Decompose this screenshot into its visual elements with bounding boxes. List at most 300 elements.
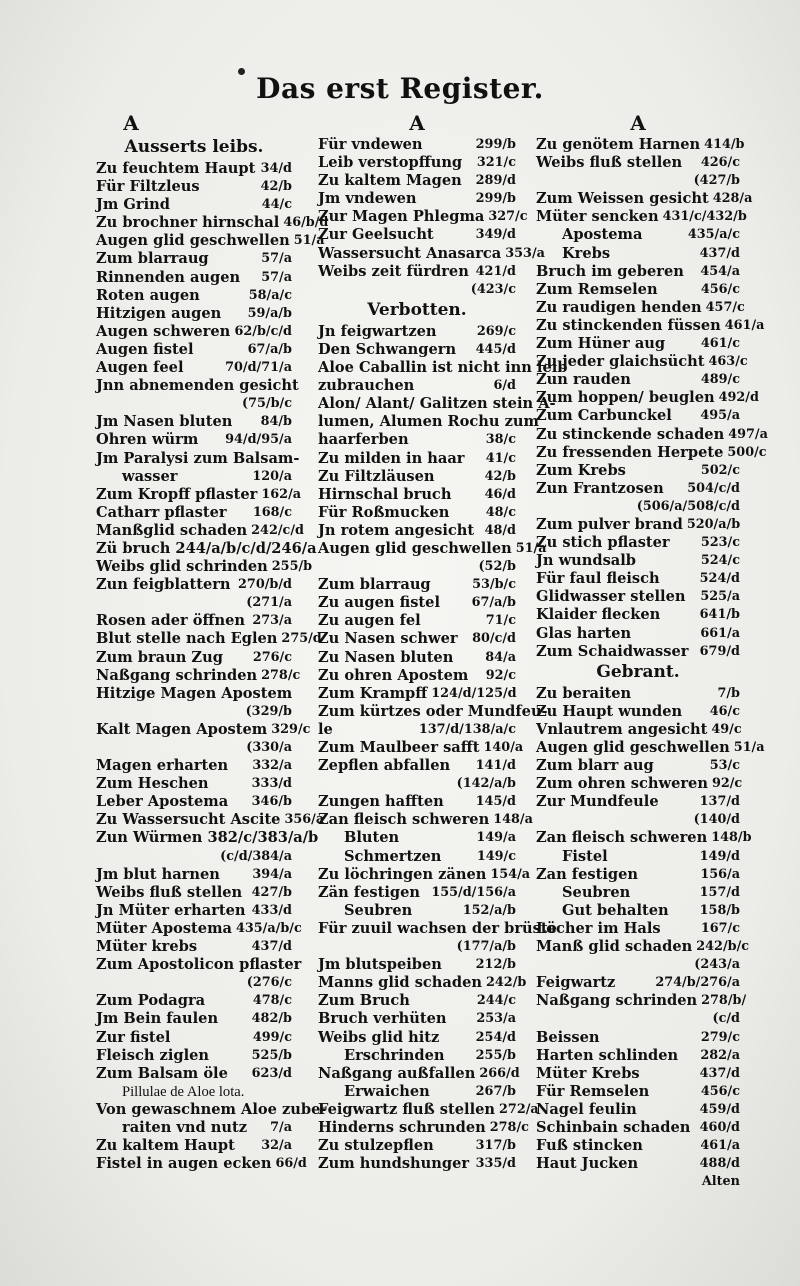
entry-text: Krebs <box>562 244 611 262</box>
entry-text: Jn rotem angesicht <box>318 521 475 539</box>
entry-text: Zu stulzepflen <box>318 1137 434 1155</box>
section-letter: A <box>409 111 425 135</box>
entry-page-ref: 332/a <box>252 758 292 774</box>
register-entry <box>318 359 568 377</box>
entry-page-ref: 497/a <box>728 426 768 442</box>
register-entry <box>536 516 740 534</box>
entry-page-ref: 437/d <box>699 1065 740 1081</box>
register-entry <box>318 395 556 413</box>
entry-page-ref <box>288 1083 292 1101</box>
register-column-1 <box>96 110 329 1173</box>
entry-text: Zum Heschen <box>96 775 209 793</box>
register-entry <box>318 902 516 920</box>
entry-page-ref: 149/d <box>699 848 740 864</box>
entry-page-ref: 62/b/c/d <box>234 323 292 339</box>
register-entry <box>318 226 516 244</box>
entry-page-ref: 46/b/d <box>283 215 329 231</box>
entry-page-ref: 317/b <box>475 1138 516 1154</box>
entry-page-ref: 44/c <box>261 197 292 213</box>
register-entry <box>536 298 745 317</box>
entry-page-ref: 421/d <box>475 263 516 279</box>
entry-text: Zu Haupt wunden <box>536 702 683 720</box>
entry-text: Für faul fleisch <box>536 570 660 588</box>
register-entry <box>318 612 516 630</box>
entry-page-ref <box>301 956 305 974</box>
register-entry <box>536 884 740 902</box>
entry-text: Jm Nasen bluten <box>96 413 233 431</box>
entry-page-ref: 67/a/b <box>471 595 516 611</box>
entry-text: Zan fleisch schweren <box>536 829 708 847</box>
register-entry <box>536 606 740 624</box>
entry-page-ref: 525/a <box>700 589 740 605</box>
register-entry <box>96 1047 292 1065</box>
register-entry <box>96 521 304 540</box>
entry-text: Zum hoppen/ beuglen <box>536 389 715 407</box>
register-entry <box>96 196 292 214</box>
entry-page-ref: 463/c <box>708 354 748 370</box>
entry-page-ref: 140/a <box>483 740 524 755</box>
entry-page-ref: 137/d <box>699 794 740 810</box>
entry-continuation: (506/a/508/c/d <box>636 498 740 514</box>
entry-text: Zum Bruch <box>318 992 410 1010</box>
register-entry <box>536 938 750 956</box>
entry-text: Manns glid schaden <box>318 974 482 992</box>
register-entry <box>536 425 768 444</box>
entry-text: Jm blut harnen <box>96 865 220 883</box>
entry-text: Zum blarr aug <box>536 757 654 775</box>
entry-text: Zum pulver brand <box>536 515 683 533</box>
register-entry <box>536 739 765 757</box>
entry-page-ref: 679/d <box>699 643 740 659</box>
entry-text: Von gewaschnem Aloe zube- <box>96 1100 327 1118</box>
entry-page-ref: 145/d <box>475 794 516 810</box>
register-entry <box>96 341 292 359</box>
register-entry <box>96 1029 292 1047</box>
register-entry <box>536 1065 740 1083</box>
entry-page-ref: 278/c <box>261 667 301 683</box>
entry-continuation: (52/b <box>478 559 516 575</box>
entry-page-ref: 155/d/156/a <box>431 884 516 900</box>
entry-page-ref: 274/b/276/a <box>655 975 740 991</box>
entry-page-ref: 437/d <box>699 245 740 261</box>
entry-page-ref: 53/b/c <box>472 577 516 593</box>
entry-text: Hinderns schrunden <box>318 1118 486 1136</box>
entry-page-ref: 272/a <box>499 1101 539 1117</box>
entry-text: Manß glid schaden <box>536 938 693 956</box>
entry-page-ref: 525/b <box>251 1047 292 1063</box>
entry-page-ref: 492/d <box>718 390 759 406</box>
entry-page-ref: 520/a/b <box>686 516 741 532</box>
register-entry <box>536 902 740 920</box>
entry-page-ref: 57/a <box>261 251 292 267</box>
entry-page-ref: 157/d <box>699 884 740 900</box>
register-entry <box>318 576 516 594</box>
register-entry <box>318 136 516 154</box>
entry-text: Zum Kropff pflaster <box>96 485 258 503</box>
entry-text: Naßgang außfallen <box>318 1064 476 1082</box>
entry-page-ref: 299/b <box>475 137 516 152</box>
register-entry <box>96 413 292 431</box>
register-entry <box>96 956 302 974</box>
entry-page-ref: 137/d/138/a/c <box>418 721 516 737</box>
entry-text: Erwaichen <box>344 1082 430 1100</box>
register-entry <box>96 902 292 920</box>
entry-page-ref: 346/b <box>251 794 292 810</box>
entry-text: Zu beraiten <box>536 684 632 702</box>
entry-page-ref: 49/c <box>711 721 742 737</box>
entry-text: Zan fleisch schweren <box>318 811 490 829</box>
entry-text: Zu raudigen henden <box>536 298 702 316</box>
register-entry <box>536 462 740 480</box>
entry-page-ref: 59/a/b <box>247 305 292 321</box>
entry-text: Klaider flecken <box>536 606 661 624</box>
register-entry <box>96 775 292 793</box>
entry-text: Zu stich pflaster <box>536 534 670 552</box>
entry-page-ref: 289/d <box>475 173 516 189</box>
entry-text: Zun feigblattern <box>96 576 231 594</box>
entry-page-ref: 92/c <box>485 667 516 683</box>
entry-continuation: (423/c <box>470 281 516 297</box>
entry-page-ref: 460/d <box>699 1119 740 1135</box>
register-entry <box>536 1029 740 1047</box>
register-entry <box>96 1083 292 1101</box>
entry-page-ref: 454/a <box>700 263 740 279</box>
register-entry <box>96 323 292 341</box>
register-entry <box>318 956 516 974</box>
register-entry <box>96 178 292 196</box>
entry-continuation: (329/b <box>245 703 292 719</box>
register-entry <box>536 371 740 389</box>
register-entry <box>536 1047 740 1065</box>
entry-text: Catharr pflaster <box>96 503 227 521</box>
entry-text: Jm Grind <box>96 196 170 214</box>
entry-page-ref: 244/c <box>476 993 516 1009</box>
entry-text: Jnn abnemenden gesicht <box>96 377 299 395</box>
entry-page-ref: 120/a <box>252 468 292 484</box>
register-entry <box>318 172 516 190</box>
register-entry <box>318 919 557 938</box>
entry-text: Zum Podagra <box>96 992 206 1010</box>
register-entry <box>96 1155 307 1173</box>
entry-text: Zum Apostolicon pflaster <box>96 956 302 974</box>
entry-text: Jm vndewen <box>318 190 417 208</box>
entry-text: Haut Jucken <box>536 1155 639 1173</box>
entry-text: Schmertzen <box>344 847 442 865</box>
entry-page-ref: 279/c <box>700 1029 740 1045</box>
register-entry <box>96 1100 327 1119</box>
entry-page-ref: 524/c <box>700 553 740 569</box>
entry-text: Jm Paralysi zum Balsam- <box>96 449 300 467</box>
entry-page-ref: 275/d <box>281 631 322 647</box>
register-entry <box>318 539 547 558</box>
entry-page-ref: 276/c <box>252 649 292 665</box>
entry-text: Leber Apostema <box>96 793 229 811</box>
entry-page-ref: 459/d <box>699 1101 740 1117</box>
entry-text: Zum ohren schweren <box>536 775 708 793</box>
register-entry <box>96 160 292 178</box>
register-entry <box>536 570 740 588</box>
entry-text: Augen fistel <box>96 340 194 358</box>
entry-text: Zum Weissen gesicht <box>536 190 709 208</box>
entry-text: Augen schweren <box>96 322 231 340</box>
entry-text: Zur Magen Phlegma <box>318 208 485 226</box>
entry-page-ref: 80/c/d <box>472 631 516 647</box>
entry-page-ref: 623/d <box>251 1065 292 1081</box>
register-entry <box>318 208 528 226</box>
entry-page-ref: 661/a <box>700 625 740 641</box>
entry-page-ref: 431/c/432/b <box>662 209 747 225</box>
entry-text: Zur Mundfeule <box>536 793 659 811</box>
entry-page-ref: 70/d/71/a <box>225 360 292 376</box>
entry-text: Zu Wassersucht Ascite <box>96 811 281 829</box>
entry-page-ref: 34/d <box>260 161 292 176</box>
entry-page-ref: 333/d <box>251 776 292 792</box>
entry-text: Zu Filtzläusen <box>318 467 435 485</box>
entry-page-ref: 414/b <box>704 137 745 152</box>
entry-page-ref: 427/b <box>251 884 292 900</box>
entry-text: Rosen ader öffnen <box>96 612 245 630</box>
entry-text: Fistel <box>562 847 608 865</box>
register-entry <box>536 1119 740 1137</box>
register-entry <box>536 703 740 721</box>
entry-page-ref: 48/c <box>485 504 516 520</box>
entry-continuation: (c/d <box>712 1011 740 1027</box>
entry-text: Weibs glid schrinden <box>96 558 268 576</box>
section-heading: Verbotten. <box>367 299 467 320</box>
register-entry <box>96 1137 292 1155</box>
entry-text: Bruch verhüten <box>318 1010 447 1028</box>
register-entry <box>536 316 765 335</box>
register-entry <box>96 793 292 811</box>
entry-page-ref: 273/a <box>252 613 292 629</box>
register-entry <box>96 666 301 685</box>
entry-page-ref: 156/a <box>700 866 740 882</box>
entry-text: Fuß stincken <box>536 1137 643 1155</box>
entry-text: Fleisch ziglen <box>96 1046 210 1064</box>
register-entry <box>318 865 531 884</box>
register-entry <box>96 468 292 486</box>
entry-page-ref: 66/d <box>275 1156 307 1172</box>
entry-page-ref: 500/c <box>727 444 767 460</box>
register-entry <box>318 793 516 811</box>
register-entry <box>536 154 740 172</box>
register-entry <box>318 630 516 648</box>
entry-page-ref: 152/a/b <box>462 902 516 918</box>
register-entry <box>318 504 516 522</box>
entry-text: Augen feel <box>96 359 184 377</box>
entry-text: Zepflen abfallen <box>318 757 451 775</box>
entry-text: Zungen hafften <box>318 793 444 811</box>
entry-text: Glidwasser stellen <box>536 588 686 606</box>
entry-page-ref: 38/c <box>485 432 516 448</box>
register-entry <box>96 757 292 775</box>
entry-text: Rinnenden augen <box>96 268 241 286</box>
entry-page-ref: 428/a <box>712 191 753 207</box>
register-entry <box>318 244 545 263</box>
entry-page-ref: 149/a <box>476 830 516 846</box>
entry-page-ref: 84/a <box>485 649 516 665</box>
register-entry <box>96 539 317 558</box>
register-entry <box>536 407 740 425</box>
entry-page-ref: 168/c <box>252 504 292 520</box>
entry-page-ref: 51/a <box>515 540 547 556</box>
register-entry <box>318 486 516 504</box>
entry-page-ref: 124/d/125/d <box>431 685 517 701</box>
register-entry <box>96 214 329 232</box>
register-entry <box>318 757 516 775</box>
entry-page-ref: 212/b <box>475 957 516 973</box>
entry-text: Harten schlinden <box>536 1046 679 1064</box>
entry-text: Zu augen fel <box>318 612 421 630</box>
entry-text: Zun rauden <box>536 371 631 389</box>
register-entry <box>536 443 767 462</box>
register-entry <box>96 449 300 468</box>
entry-text: Alon/ Alant/ Galitzen stein A- <box>318 395 556 413</box>
register-entry <box>536 208 747 226</box>
entry-page-ref: 46/c <box>709 703 740 719</box>
entry-text: Zu milden in haar <box>318 449 465 467</box>
register-entry <box>536 625 740 643</box>
entry-text: wasser <box>122 467 178 485</box>
entry-text: Zu ohren Apostem <box>318 666 469 684</box>
entry-text: Schinbain schaden <box>536 1118 691 1136</box>
register-entry <box>318 1137 516 1155</box>
entry-text: haarferben <box>318 431 409 449</box>
entry-page-ref: 51/a <box>293 233 325 249</box>
entry-text: Zum braun Zug <box>96 648 223 666</box>
register-entry <box>536 1101 740 1119</box>
entry-text: Blut stelle nach Eglen <box>96 630 278 648</box>
entry-text: Zum Krampff <box>318 684 428 702</box>
entry-text: Hitzigen augen <box>96 304 222 322</box>
register-entry <box>318 1155 516 1173</box>
entry-page-ref: 7/b <box>717 685 740 701</box>
entry-text: Zu fressenden Herpete <box>536 443 724 461</box>
section-heading: Ausserts leibs. <box>124 137 264 157</box>
register-entry <box>536 974 740 992</box>
entry-text: Müter krebs <box>96 938 198 956</box>
register-entry <box>96 720 311 739</box>
entry-text: Zu augen fistel <box>318 594 440 612</box>
register-entry <box>96 1119 292 1137</box>
register-entry <box>318 884 516 902</box>
entry-page-ref: 242/c/d <box>251 522 304 538</box>
entry-text: Bluten <box>344 829 400 847</box>
entry-text: Augen glid geschwellen <box>96 232 290 250</box>
register-entry <box>536 588 740 606</box>
entry-page-ref: 53/c <box>709 758 740 774</box>
section-letter: A <box>630 111 646 135</box>
entry-continuation: (142/a/b <box>456 776 516 792</box>
register-entry <box>96 811 325 829</box>
register-entry <box>96 269 292 287</box>
register-entry <box>536 1083 740 1101</box>
register-entry <box>536 136 745 154</box>
entry-text: Zu kaltem Magen <box>318 172 462 190</box>
register-entry <box>536 389 759 407</box>
entry-page-ref: 255/b <box>475 1047 516 1063</box>
entry-page-ref: 349/d <box>475 227 516 243</box>
entry-text: Löcher im Hals <box>536 919 661 937</box>
entry-text: Magen erharten <box>96 757 229 775</box>
entry-text: Ohren würm <box>96 431 199 449</box>
entry-text: Für Remselen <box>536 1082 650 1100</box>
entry-page-ref: 461/c <box>700 336 740 352</box>
register-entry <box>536 757 740 775</box>
register-entry <box>96 305 292 323</box>
entry-page-ref: 41/c <box>485 450 516 466</box>
entry-page-ref: 158/b <box>699 902 740 918</box>
entry-page-ref: 71/c <box>485 613 516 629</box>
entry-text: Nagel feulin <box>536 1100 637 1118</box>
entry-page-ref: 489/c <box>700 372 740 388</box>
register-entry <box>318 649 516 667</box>
entry-text: Naßgang schrinden <box>536 992 698 1010</box>
entry-page-ref: 353/a <box>505 245 545 261</box>
register-entry <box>318 739 524 757</box>
entry-page-ref: 457/c <box>705 299 745 315</box>
register-entry <box>536 1155 740 1173</box>
register-entry <box>318 848 516 866</box>
entry-page-ref: 46/d <box>484 486 516 502</box>
entry-text: Zan festigen <box>536 865 638 883</box>
entry-text: Zu Nasen bluten <box>318 648 454 666</box>
entry-page-ref: 58/a/c <box>248 287 292 303</box>
register-entry <box>318 594 516 612</box>
register-entry <box>536 848 740 866</box>
entry-page-ref: 42/b <box>484 468 516 484</box>
register-entry <box>536 685 740 703</box>
register-entry <box>96 685 292 703</box>
register-entry <box>536 245 740 263</box>
entry-page-ref: 266/d <box>479 1065 520 1081</box>
entry-continuation: (177/a/b <box>456 939 516 955</box>
entry-text: Zun Würmen 382/c/383/a/b <box>96 829 319 847</box>
entry-text: Weibs fluß stellen <box>96 883 243 901</box>
register-entry <box>536 866 740 884</box>
entry-text: Für vndewen <box>318 136 423 153</box>
entry-page-ref: 478/c <box>252 993 292 1009</box>
register-entry <box>318 450 516 468</box>
entry-text: Gut behalten <box>562 901 669 919</box>
entry-page-ref: 523/c <box>700 535 740 551</box>
entry-text: Zum Schaidwasser <box>536 642 689 660</box>
entry-text: Augen glid geschwellen <box>536 739 730 756</box>
register-entry <box>318 974 527 992</box>
entry-continuation: (427/b <box>693 173 740 189</box>
section-letter: A <box>123 111 139 135</box>
register-entry <box>96 287 292 305</box>
entry-page-ref: 242/b/c <box>696 939 750 955</box>
entry-text: Für Roßmucken <box>318 503 450 521</box>
register-entry <box>96 1065 292 1083</box>
register-entry <box>318 431 516 449</box>
entry-text: Feigwartz fluß stellen <box>318 1100 496 1118</box>
entry-text: Für zuuil wachsen der brüste <box>318 919 557 937</box>
register-entry <box>536 1137 740 1155</box>
entry-text: Jn feigwartzen <box>318 322 437 340</box>
entry-page-ref: 141/d <box>475 758 516 774</box>
entry-text: Kalt Magen Apostem <box>96 720 268 738</box>
register-entry <box>536 992 747 1010</box>
register-entry <box>536 721 740 739</box>
register-entry <box>96 485 302 504</box>
entry-page-ref: 456/c <box>700 281 740 297</box>
entry-text: Zun Frantzosen <box>536 479 664 497</box>
entry-text: Zum Carbunckel <box>536 407 672 425</box>
register-entry <box>96 232 325 250</box>
entry-text: Für Filtzleus <box>96 178 200 196</box>
